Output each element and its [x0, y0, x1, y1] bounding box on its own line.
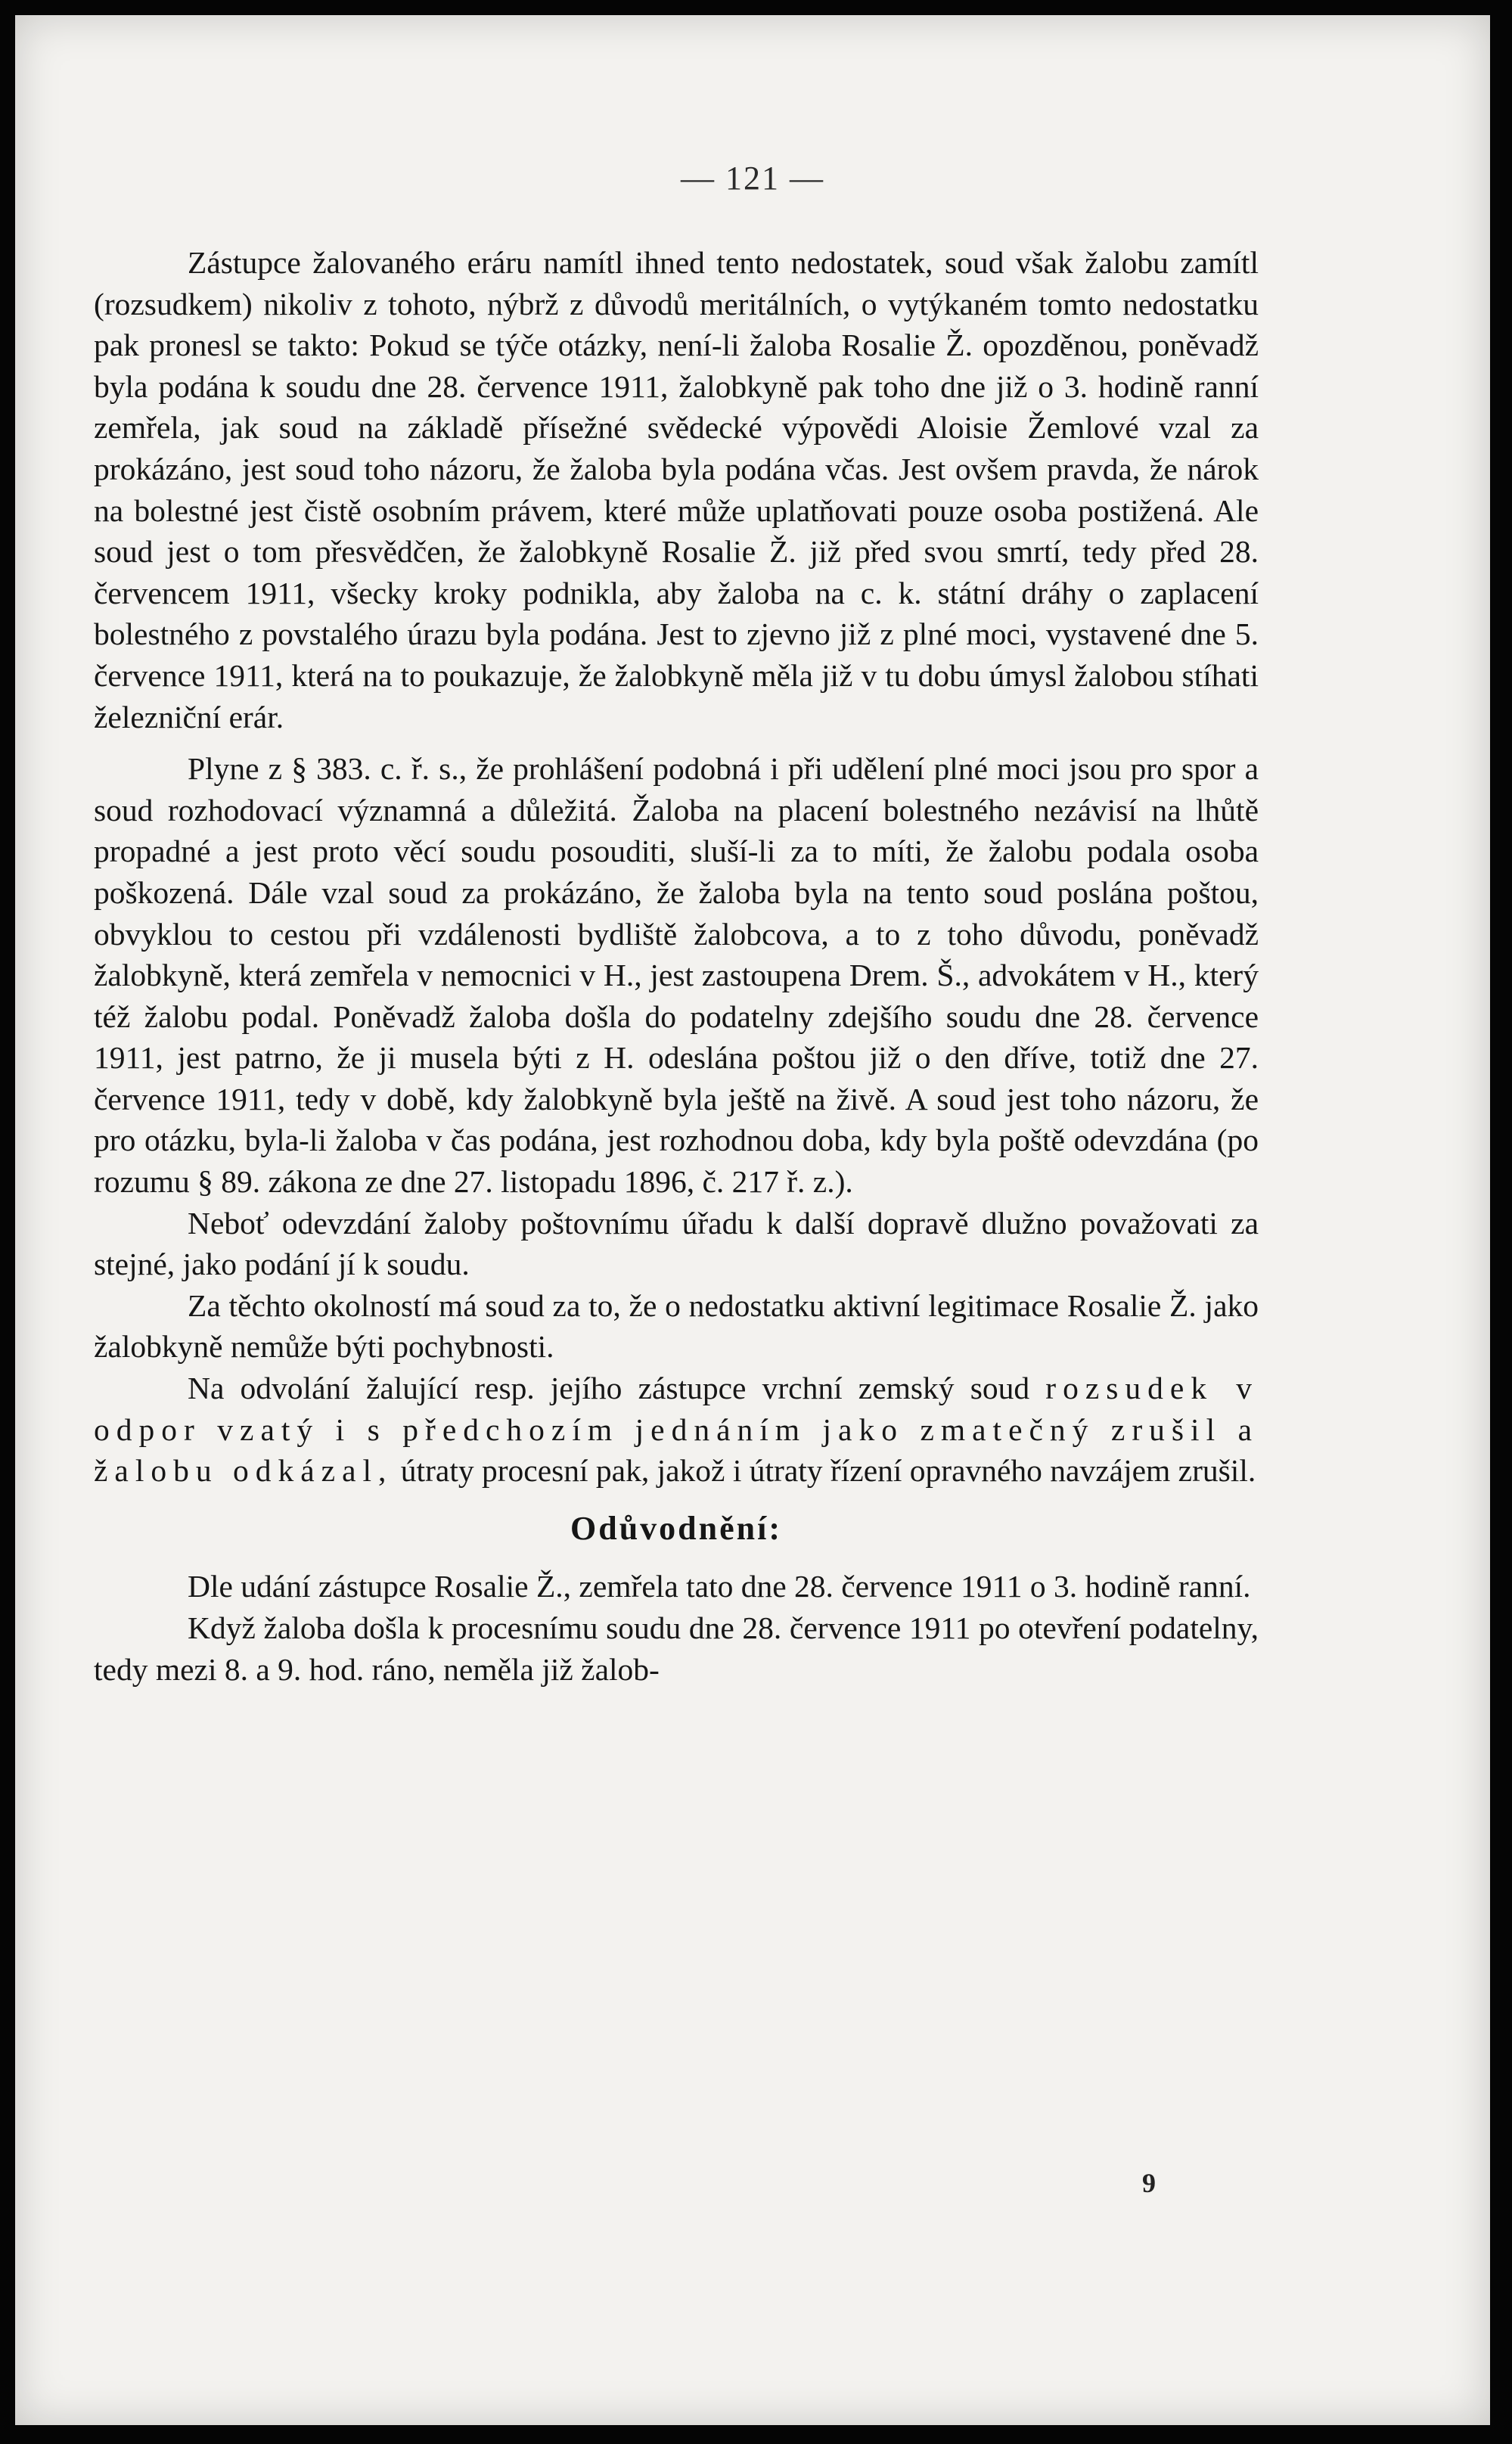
- appeal-verdict-spaced: rozsudek v odpor vzatý i s předchozím jednáním jako zmatečný zrušil a žalobu odkázal,: [94, 1371, 1259, 1489]
- page-footer-signature: 9: [1142, 2168, 1156, 2198]
- book-page: [15, 15, 1490, 2425]
- section-heading: Odůvodnění:: [570, 1509, 782, 1547]
- page-text: [94, 242, 1259, 1690]
- appeal-lead: Na odvolání žalující resp. jejího zástupce vrchní zemský soud: [188, 1371, 1030, 1406]
- paragraph-3: Neboť odevzdání žaloby poštovnímu úřadu k další dopravě dlužno považovati za stejné, jako podání jí k soudu.: [94, 1205, 1259, 1282]
- appeal-tail: útraty procesní pak, jakož i útraty řízení opravného navzájem zrušil.: [400, 1453, 1256, 1489]
- paragraph-4: Za těchto okolností má soud za to, že o nedostatku aktivní legitimace Rosalie Ž. jako žalobkyně nemůže býti pochybnosti.: [94, 1287, 1259, 1365]
- paragraph-2: Plyne z § 383. c. ř. s., že prohlášení podobná i při udělení plné moci jsou pro spor a soud rozhodovací významná a důležitá. Žaloba na placení bolestného nezávisí na lhůtě propadné a jest proto věcí soudu posouditi, sluší-li za to míti, že žalobu podala osoba poškozená. Dále vzal soud za prokázáno, že žaloba byla na tento soud poslána poštou, obvyklou to cestou při vzdálenosti bydliště žalobcova, a to z toho důvodu, poněvadž žalobkyně, která zemřela v nemocnici v H., jest zastoupena Drem. Š., advokátem v H., který též žalobu podal. Poněvadž žaloba došla do podatelny zdejšího soudu dne 28. července 1911, jest patrno, že ji musela býti z H. odeslána poštou již o den dříve, totiž dne 27. července 1911, tedy v době, kdy žalobkyně byla ještě na živě. A soud jest toho názoru, že pro otázku, byla-li žaloba v čas podána, jest rozhodnou doba, kdy byla poště odevzdána (po rozumu § 89. zákona ze dne 27. listopadu 1896, č. 217 ř. z.).: [94, 751, 1259, 1200]
- paragraph-appeal: [94, 1368, 1259, 1492]
- reasons-paragraph-1: Dle udání zástupce Rosalie Ž., zemřela tato dne 28. července 1911 o 3. hodině ranní.: [188, 1569, 1251, 1604]
- paragraph-1: Zástupce žalovaného eráru namítl ihned tento nedostatek, soud však žalobu zamítl (rozsudkem) nikoliv z tohoto, nýbrž z důvodů meritálních, o vytýkaném tomto nedostatku pak pronesl se takto: Pokud se týče otázky, není-li žaloba Rosalie Ž. opozděnou, poněvadž byla podána k soudu dne 28. července 1911, žalobkyně pak toho dne již o 3. hodině ranní zemřela, jak soud na základě přísežné svědecké výpovědi Aloisie Žemlové vzal za prokázáno, jest soud toho názoru, že žaloba byla podána včas. Jest ovšem pravda, že nárok na bolestné jest čistě osobním právem, které může uplatňovati pouze osoba postižená. Ale soud jest o tom přesvědčen, že žalobkyně Rosalie Ž. již před svou smrtí, tedy před 28. červencem 1911, všecky kroky podnikla, aby žaloba na c. k. státní dráhy o zaplacení bolestného z povstalého úrazu byla podána. Jest to zjevno již z plné moci, vystavené dne 5. července 1911, která na to poukazuje, že žalobkyně měla již v tu dobu úmysl žalobou stíhati železniční erár.: [94, 245, 1259, 734]
- page-header-number: — 121 —: [681, 160, 824, 197]
- reasons-paragraph-2: Když žaloba došla k procesnímu soudu dne 28. července 1911 po otevření podatelny, tedy mezi 8. a 9. hod. ráno, neměla již žalob-: [94, 1610, 1259, 1687]
